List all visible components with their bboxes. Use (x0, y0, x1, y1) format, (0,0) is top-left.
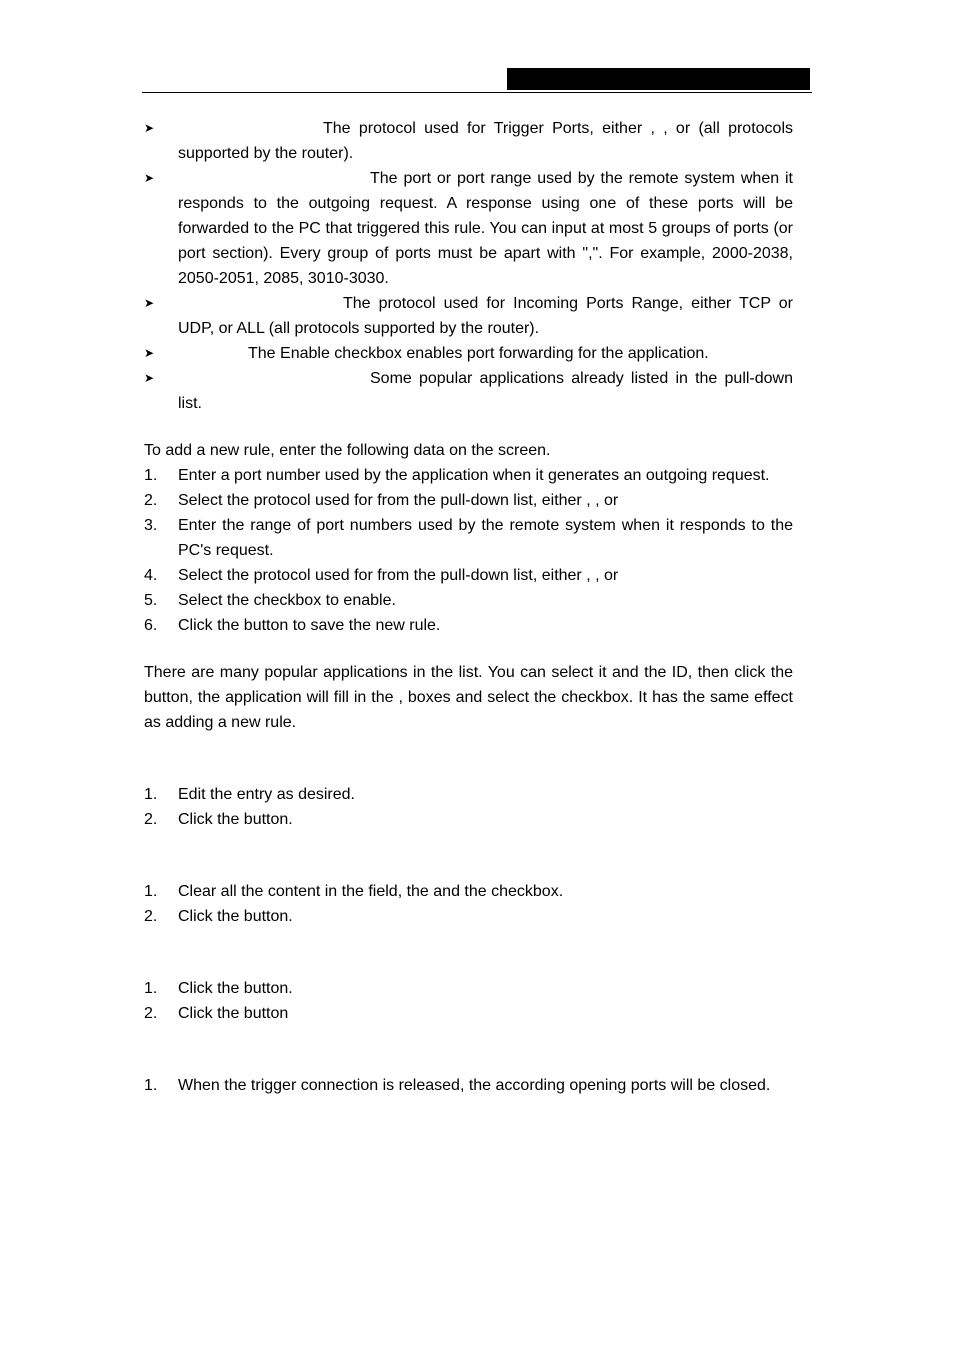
list-item: 1. Enter a port number used by the application when it generates an outgoing request. (144, 467, 770, 484)
list-item: 2. Click the button. (144, 811, 293, 828)
arrow-bullet-icon: ➤ (144, 371, 155, 385)
arrow-bullet-icon: ➤ (144, 121, 155, 135)
arrow-bullet-icon: ➤ (144, 171, 155, 185)
add-rule-intro: To add a new rule, enter the following data on the screen. (144, 442, 551, 459)
header-bar (507, 68, 810, 90)
bullet-item: ➤ The Enable checkbox enables port forwarding for the application. (144, 341, 793, 366)
modify-steps (144, 782, 793, 832)
delete-steps (144, 879, 793, 929)
bullet-item: ➤ The protocol used for Incoming Ports Range, either TCP or UDP, or ALL (all protocols supported by the router). (144, 291, 793, 341)
document-body (144, 116, 793, 1098)
bullet-item: ➤ The protocol used for Trigger Ports, either , , or (all protocols supported by the router). (144, 116, 793, 166)
list-item: 1. Edit the entry as desired. (144, 786, 355, 803)
add-rule-steps (144, 463, 793, 638)
bullet-list (144, 116, 793, 416)
list-item: 1. When the trigger connection is released, the according opening ports will be closed. (144, 1077, 771, 1094)
list-item: 6. Click the button to save the new rule. (144, 617, 441, 634)
arrow-bullet-icon: ➤ (144, 296, 155, 310)
list-item: 2. Select the protocol used for from the pull-down list, either , , or (144, 492, 619, 509)
popular-apps-paragraph: There are many popular applications in the list. You can select it and the ID, then click the button, the application will fill in the , boxes and select the checkbox. It has the same effect as adding a new rule. (144, 664, 793, 731)
list-item: 2. Click the button (144, 1005, 289, 1022)
list-item: 1. Clear all the content in the field, the and the checkbox. (144, 883, 564, 900)
list-item: 5. Select the checkbox to enable. (144, 592, 396, 609)
arrow-bullet-icon: ➤ (144, 346, 155, 360)
bullet-item: ➤ The port or port range used by the remote system when it responds to the outgoing request. A response using one of these ports will be forwarded to the PC that triggered this rule. You can input at most 5 groups of ports (or port section). Every group of ports must be apart with ",". For example, 2000-2038, 2050-2051, 2085, 3010-3030. (144, 166, 793, 291)
list-item: 1. Click the button. (144, 980, 293, 997)
list-item: 3. Enter the range of port numbers used by the remote system when it responds to the PC's request. (144, 517, 793, 559)
notes-steps (144, 1073, 793, 1098)
list-item: 4. Select the protocol used for from the pull-down list, either , , or (144, 567, 619, 584)
clear-steps (144, 976, 793, 1026)
bullet-item: ➤ Some popular applications already listed in the pull-down list. (144, 366, 793, 416)
header-rule (142, 92, 812, 93)
list-item: 2. Click the button. (144, 908, 293, 925)
